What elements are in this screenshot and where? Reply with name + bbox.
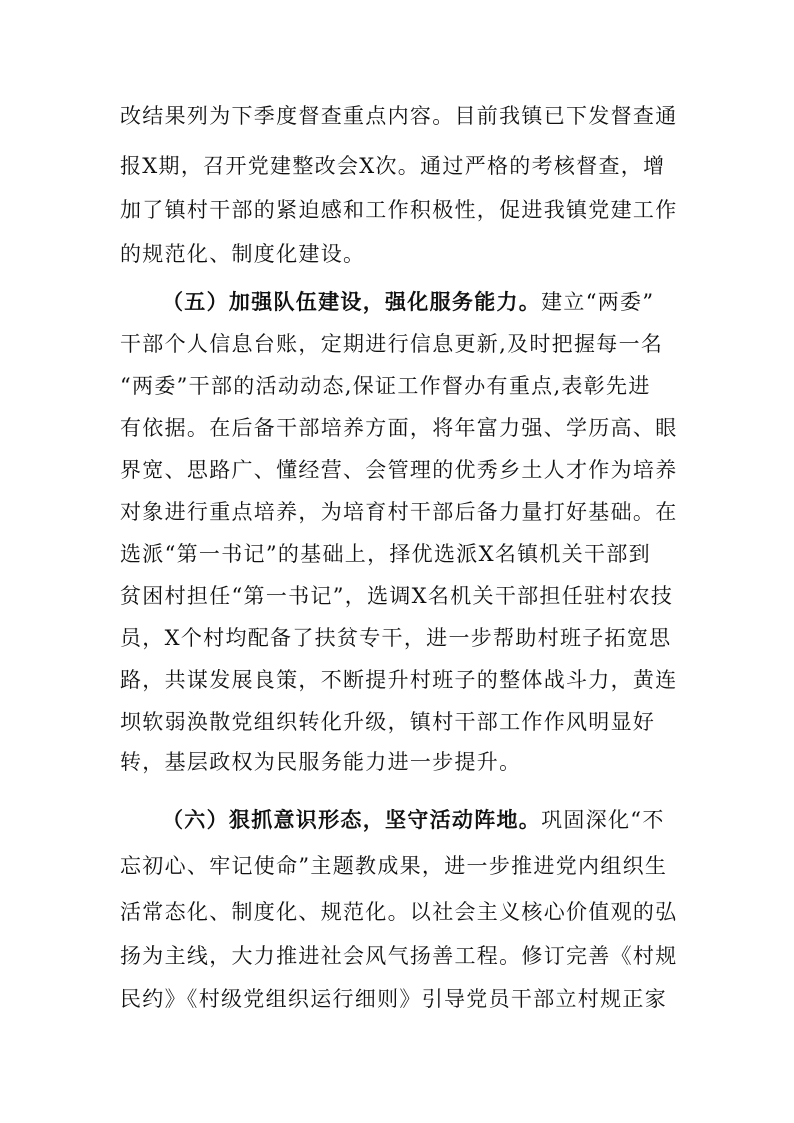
body-text-line: 坝软弱涣散党组织转化升级，镇村干部工作作风明显好 [120, 710, 656, 734]
body-text-line: 转，基层政权为民服务能力进一步提升。 [120, 750, 522, 774]
body-text-line: 忘初心、牢记使命”主题教成果，进一步推进党内组织生 [120, 854, 668, 878]
body-text-line: 选派“第一书记”的基础上，择优选派X名镇机关干部到 [120, 542, 651, 566]
body-text-line: 改结果列为下季度督查重点内容。目前我镇已下发督查通 [120, 104, 678, 128]
body-text-line: 员，X个村均配备了扶贫专干，进一步帮助村班子拓宽思 [120, 626, 672, 650]
body-text-line: 民约》《村级党组织运行细则》引导党员干部立村规正家 [120, 987, 667, 1011]
body-text-line: 界宽、思路广、懂经营、会管理的优秀乡土人才作为培养 [120, 458, 678, 482]
section-heading-line [162, 287, 654, 317]
body-text-line: 活常态化、制度化、规范化。以社会主义核心价值观的弘 [120, 900, 678, 924]
body-text-line: 有依据。在后备干部培养方面，将年富力强、学历高、眼 [120, 416, 678, 440]
body-text-line: 扬为主线，大力推进社会风气扬善工程。修订完善《村规 [120, 944, 678, 968]
section-heading: （五）加强队伍建设，强化服务能力。 [162, 289, 542, 314]
body-text-line: 加了镇村干部的紧迫感和工作积极性，促进我镇党建工作 [120, 198, 678, 222]
section-heading-line [162, 805, 665, 835]
body-text-line: “两委”干部的活动动态,保证工作督办有重点,表彰先进 [120, 374, 651, 398]
body-text-line: 对象进行重点培养，为培育村干部后备力量打好基础。在 [120, 500, 678, 524]
body-text-line: 贫困村担任“第一书记”，选调X名机关干部担任驻村农技 [120, 584, 674, 608]
body-text-line: 路，共谋发展良策，不断提升村班子的整体战斗力，黄连 [120, 668, 678, 692]
body-text: 建立“两委” [541, 290, 655, 314]
body-text: 巩固深化“不 [541, 808, 665, 832]
body-text-line: 的规范化、制度化建设。 [120, 242, 366, 266]
body-text-line: 报X期，召开党建整改会X次。通过严格的考核督查，增 [120, 154, 666, 178]
body-text-line: 干部个人信息台账，定期进行信息更新,及时把握每一名 [120, 332, 664, 356]
section-heading: （六）狠抓意识形态，坚守活动阵地。 [162, 807, 542, 832]
